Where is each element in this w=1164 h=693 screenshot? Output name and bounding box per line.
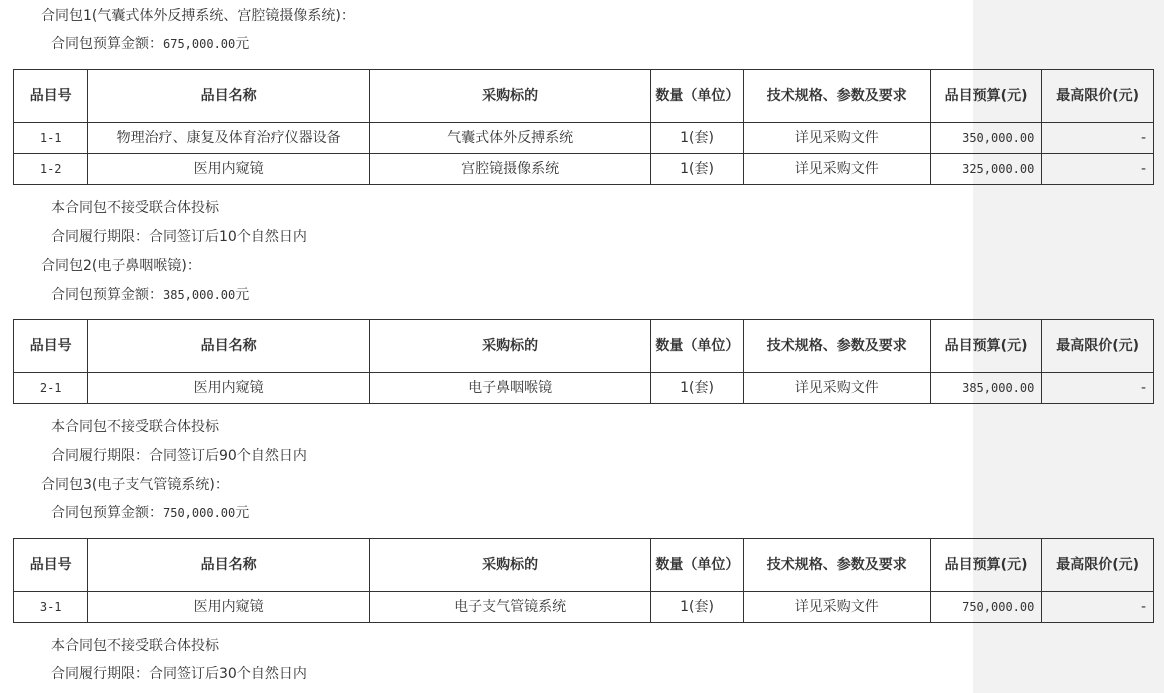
cell-spec: 详见采购文件: [743, 373, 930, 404]
items-table: [13, 538, 1154, 623]
cell-budget: 350,000.00: [930, 123, 1042, 154]
cell-item-name: 物理治疗、康复及体育治疗仪器设备: [88, 123, 369, 154]
header-target: 采购标的: [369, 70, 650, 123]
cell-quantity: 1(套): [651, 373, 743, 404]
table-header-row: [14, 70, 1154, 123]
cell-item-no: 1-1: [14, 123, 88, 154]
budget-label: 合同包预算金额：: [51, 287, 163, 303]
cell-item-no: 1-2: [14, 154, 88, 185]
cell-spec: 详见采购文件: [743, 123, 930, 154]
consortium-note: 本合同包不接受联合体投标: [51, 200, 219, 216]
header-target: 采购标的: [369, 320, 650, 373]
header-spec: 技术规格、参数及要求: [743, 320, 930, 373]
cell-item-name: 医用内窥镜: [88, 154, 369, 185]
performance-period: 合同履行期限：合同签订后30个自然日内: [51, 666, 307, 682]
cell-max-price: -: [1042, 592, 1154, 623]
cell-item-no: 2-1: [14, 373, 88, 404]
header-quantity: 数量（单位）: [651, 320, 743, 373]
table-row: [14, 592, 1154, 623]
cell-spec: 详见采购文件: [743, 592, 930, 623]
table-row: [14, 154, 1154, 185]
performance-period: 合同履行期限：合同签订后90个自然日内: [51, 448, 307, 464]
table-row: [14, 373, 1154, 404]
header-item-name: 品目名称: [88, 539, 369, 592]
cell-target: 电子鼻咽喉镜: [369, 373, 650, 404]
consortium-note: 本合同包不接受联合体投标: [51, 419, 219, 435]
items-table: [13, 69, 1154, 185]
cell-budget: 325,000.00: [930, 154, 1042, 185]
cell-max-price: -: [1042, 373, 1154, 404]
cell-item-no: 3-1: [14, 592, 88, 623]
package-budget: [51, 503, 249, 523]
cell-target: 宫腔镜摄像系统: [369, 154, 650, 185]
table-row: [14, 123, 1154, 154]
cell-target: 气囊式体外反搏系统: [369, 123, 650, 154]
budget-value: 675,000.00: [163, 37, 236, 51]
package-title: 合同包2(电子鼻咽喉镜)：: [41, 258, 201, 274]
package-title: 合同包1(气囊式体外反搏系统、宫腔镜摄像系统)：: [41, 8, 355, 24]
header-item-no: 品目号: [14, 320, 88, 373]
header-max-price: 最高限价(元): [1042, 70, 1154, 123]
budget-value: 750,000.00: [163, 506, 236, 520]
budget-value: 385,000.00: [163, 288, 236, 302]
header-item-no: 品目号: [14, 70, 88, 123]
header-item-name: 品目名称: [88, 70, 369, 123]
budget-unit: 元: [235, 36, 250, 52]
header-target: 采购标的: [369, 539, 650, 592]
cell-budget: 385,000.00: [930, 373, 1042, 404]
header-quantity: 数量（单位）: [651, 70, 743, 123]
cell-max-price: -: [1042, 154, 1154, 185]
header-budget: 品目预算(元): [930, 320, 1042, 373]
performance-period: 合同履行期限：合同签订后10个自然日内: [51, 229, 307, 245]
package-budget: [51, 34, 249, 54]
cell-quantity: 1(套): [651, 154, 743, 185]
cell-quantity: 1(套): [651, 123, 743, 154]
package-budget: [51, 285, 249, 305]
header-max-price: 最高限价(元): [1042, 539, 1154, 592]
package-title: 合同包3(电子支气管镜系统)：: [41, 477, 229, 493]
cell-spec: 详见采购文件: [743, 154, 930, 185]
cell-quantity: 1(套): [651, 592, 743, 623]
budget-unit: 元: [235, 287, 250, 303]
items-table: [13, 319, 1154, 404]
budget-label: 合同包预算金额：: [51, 36, 163, 52]
header-budget: 品目预算(元): [930, 539, 1042, 592]
budget-label: 合同包预算金额：: [51, 505, 163, 521]
header-spec: 技术规格、参数及要求: [743, 70, 930, 123]
table-header-row: [14, 539, 1154, 592]
cell-item-name: 医用内窥镜: [88, 592, 369, 623]
header-spec: 技术规格、参数及要求: [743, 539, 930, 592]
budget-unit: 元: [235, 505, 250, 521]
header-max-price: 最高限价(元): [1042, 320, 1154, 373]
header-item-name: 品目名称: [88, 320, 369, 373]
header-budget: 品目预算(元): [930, 70, 1042, 123]
consortium-note: 本合同包不接受联合体投标: [51, 638, 219, 654]
cell-target: 电子支气管镜系统: [369, 592, 650, 623]
header-quantity: 数量（单位）: [651, 539, 743, 592]
cell-budget: 750,000.00: [930, 592, 1042, 623]
table-header-row: [14, 320, 1154, 373]
cell-item-name: 医用内窥镜: [88, 373, 369, 404]
header-item-no: 品目号: [14, 539, 88, 592]
cell-max-price: -: [1042, 123, 1154, 154]
